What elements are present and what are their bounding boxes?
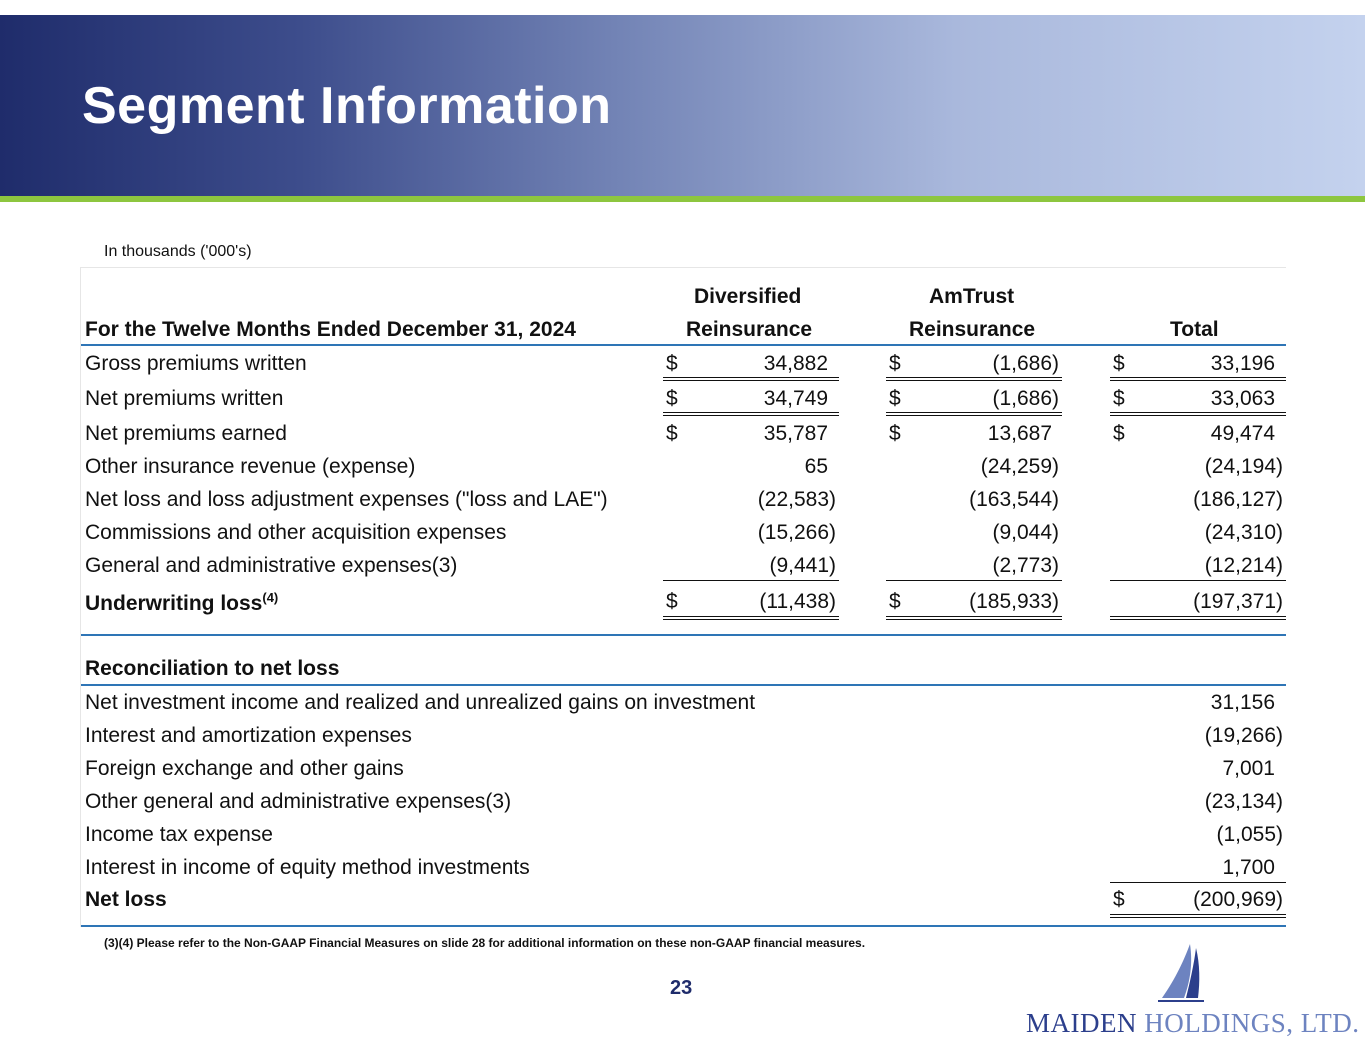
cell-value: (163,544): [969, 488, 1059, 511]
subtotal-underline: [663, 580, 839, 581]
double-underline: [886, 377, 1062, 378]
currency-sign: $: [1113, 387, 1125, 410]
currency-sign: $: [666, 352, 678, 375]
cell-value: (11,438): [759, 590, 836, 613]
row-label: Net premiums written: [85, 387, 284, 410]
section-divider: [81, 634, 1286, 636]
period-header: For the Twelve Months Ended December 31, 2024: [85, 318, 576, 341]
double-underline: [1110, 616, 1286, 617]
cell-value: (22,583): [757, 488, 836, 511]
double-underline: [663, 619, 839, 620]
double-underline: [1110, 914, 1286, 915]
col2-header-line2: Reinsurance: [909, 318, 1036, 341]
currency-sign: $: [666, 590, 678, 613]
header-rule: [81, 344, 1286, 346]
cell-value: (186,127): [1193, 488, 1283, 511]
recon-value: (23,134): [1204, 790, 1283, 813]
logo-word-holdings: HOLDINGS, LTD.: [1137, 1008, 1360, 1038]
table-bottom-rule: [81, 925, 1286, 927]
cell-value: (24,259): [980, 455, 1059, 478]
row-label: Other insurance revenue (expense): [85, 455, 416, 478]
recon-row-label: Other general and administrative expenses(3): [85, 790, 512, 813]
double-underline: [886, 412, 1062, 413]
double-underline: [1110, 412, 1286, 413]
recon-value: (1,055): [1216, 823, 1283, 846]
row-label: Net premiums earned: [85, 422, 287, 445]
cell-value: (15,266): [757, 521, 836, 544]
cell-value: (185,933): [969, 590, 1059, 613]
reconciliation-rule: [81, 684, 1286, 686]
currency-sign: $: [666, 422, 678, 445]
cell-value: 33,063: [1210, 387, 1275, 410]
col1-header-line1: Diversified: [694, 285, 802, 308]
recon-value: 31,156: [1210, 691, 1275, 714]
cell-value: (9,044): [992, 521, 1059, 544]
double-underline: [1110, 415, 1286, 416]
recon-row-label: Interest in income of equity method investments: [85, 856, 530, 879]
currency-sign: $: [666, 387, 678, 410]
col1-header-line2: Reinsurance: [686, 318, 813, 341]
recon-row-label: Interest and amortization expenses: [85, 724, 412, 747]
recon-row-label: Foreign exchange and other gains: [85, 757, 404, 780]
double-underline: [886, 616, 1062, 617]
double-underline: [886, 415, 1062, 416]
double-underline: [663, 380, 839, 381]
banner-accent-line: [0, 196, 1365, 202]
recon-value: (19,266): [1204, 724, 1283, 747]
cell-value: 35,787: [763, 422, 828, 445]
cell-value: (24,310): [1204, 521, 1283, 544]
slide-title: Segment Information: [82, 77, 612, 135]
col3-header: Total: [1170, 318, 1219, 341]
underwriting-loss-text: Underwriting loss: [85, 592, 263, 615]
double-underline: [886, 380, 1062, 381]
row-label: General and administrative expenses(3): [85, 554, 458, 577]
net-loss-label: Net loss: [85, 888, 167, 911]
row-label: Gross premiums written: [85, 352, 307, 375]
currency-sign: $: [1113, 422, 1125, 445]
double-underline: [1110, 619, 1286, 620]
recon-value: 1,700: [1222, 856, 1275, 879]
currency-sign: $: [889, 352, 901, 375]
page-number: 23: [670, 977, 693, 999]
subtotal-underline: [1110, 580, 1286, 581]
cell-value: 65: [804, 455, 828, 478]
double-underline: [886, 619, 1062, 620]
currency-sign: $: [889, 387, 901, 410]
double-underline: [663, 412, 839, 413]
subtotal-underline: [886, 580, 1062, 581]
currency-sign: $: [889, 422, 901, 445]
cell-value: 49,474: [1210, 422, 1275, 445]
cell-value: (12,214): [1204, 554, 1283, 577]
company-logo-text: [1026, 1008, 1360, 1039]
currency-sign: $: [1113, 888, 1125, 911]
row-label: Commissions and other acquisition expenses: [85, 521, 507, 544]
double-underline: [663, 415, 839, 416]
recon-value: 7,001: [1222, 757, 1275, 780]
cell-value: (24,194): [1204, 455, 1283, 478]
recon-row-label: Income tax expense: [85, 823, 273, 846]
double-underline: [663, 377, 839, 378]
units-note: In thousands ('000's): [104, 243, 252, 260]
cell-value: (197,371): [1193, 590, 1283, 613]
double-underline: [1110, 380, 1286, 381]
double-underline: [663, 616, 839, 617]
cell-value: 34,882: [763, 352, 828, 375]
double-underline: [1110, 377, 1286, 378]
col2-header-line1: AmTrust: [929, 285, 1015, 308]
double-underline: [1110, 917, 1286, 918]
currency-sign: $: [1113, 352, 1125, 375]
cell-value: 34,749: [763, 387, 828, 410]
cell-value: (2,773): [992, 554, 1059, 577]
sail-logo-icon: [1150, 942, 1210, 1004]
recon-row-label: Net investment income and realized and unrealized gains on investment: [85, 691, 756, 714]
row-label: Net loss and loss adjustment expenses ("loss and LAE"): [85, 488, 608, 511]
cell-value: (1,686): [992, 352, 1059, 375]
cell-value: 13,687: [987, 422, 1052, 445]
reconciliation-header: Reconciliation to net loss: [85, 657, 340, 680]
logo-word-maiden: MAIDEN: [1026, 1008, 1137, 1038]
subtotal-underline: [1110, 882, 1286, 883]
currency-sign: $: [889, 590, 901, 613]
cell-value: 33,196: [1210, 352, 1275, 375]
underwriting-loss-label: [85, 590, 278, 616]
cell-value: (9,441): [769, 554, 836, 577]
cell-value: (1,686): [992, 387, 1059, 410]
net-loss-value: (200,969): [1193, 888, 1283, 911]
footnote: (3)(4) Please refer to the Non-GAAP Financial Measures on slide 28 for additional information on these non-GAAP financial measures.: [104, 936, 866, 950]
footnote-marker: (4): [262, 590, 279, 605]
